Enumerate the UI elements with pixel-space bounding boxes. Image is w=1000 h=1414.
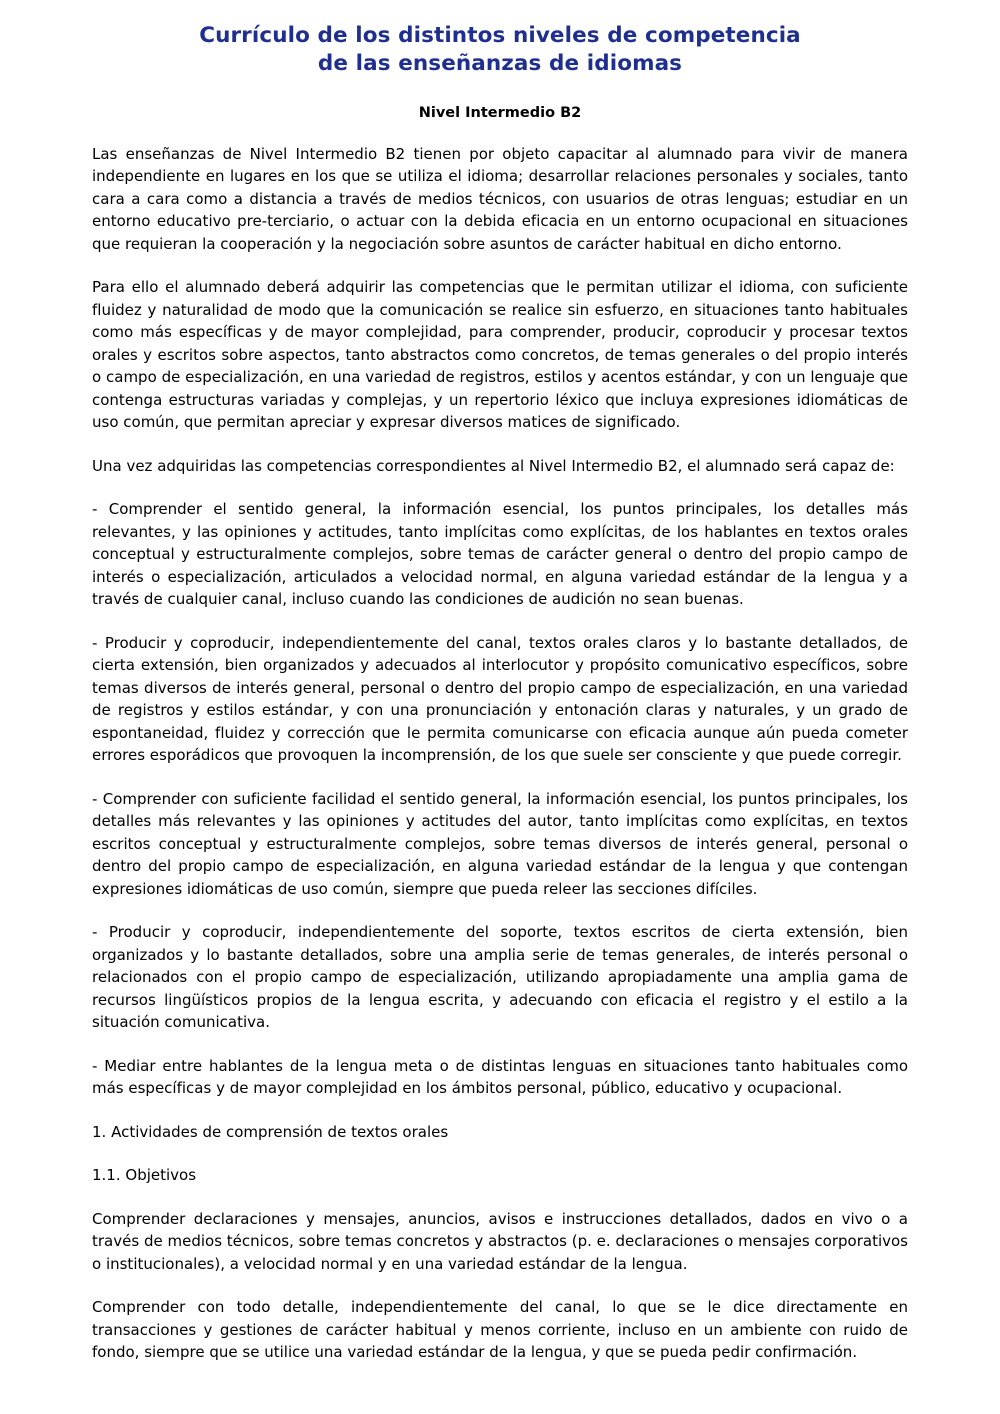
paragraph-objective-2: Comprender con todo detalle, independientemente del canal, lo que se le dice directamente en transacciones y gestiones de carácter habitual y menos corriente, incluso en un ambiente con ruido de fondo, siempre que se utilice una variedad estándar de la lengua, y que se pueda pedir confirmación.	[92, 1298, 908, 1362]
page-title	[92, 22, 908, 79]
page-title-line-2: de las enseñanzas de idiomas	[317, 51, 683, 77]
paragraph-bullet-writing: - Producir y coproducir, independientemente del soporte, textos escritos de cierta extensión, bien organizados y lo bastante detallados, sobre una amplia serie de temas generales, de interés personal o relacionados con el propio campo de especialización, utilizando apropiadamente una amplia gama de recursos lingüísticos propios de la lengua escrita, y adecuando con eficacia el registro y el estilo a la situación comunicativa.	[92, 923, 908, 1032]
page-title-line-1: Currículo de los distintos niveles de competencia	[199, 23, 801, 48]
paragraph-capabilities-lead: Una vez adquiridas las competencias correspondientes al Nivel Intermedio B2, el alumnado será capaz de:	[92, 456, 895, 475]
paragraph-bullet-reading: - Comprender con suficiente facilidad el sentido general, la información esencial, los puntos principales, los detalles más relevantes y las opiniones y actitudes del autor, tanto implícitas como explícitas, en textos escritos conceptual y estructuralmente complejos, sobre temas diversos de interés general, personal o dentro del propio campo de especialización, en alguna variedad estándar de la lengua y que contengan expresiones idiomáticas de uso común, siempre que pueda releer las secciones difíciles.	[92, 789, 908, 898]
section-heading-1: 1. Actividades de comprensión de textos orales	[92, 1122, 449, 1141]
paragraph-bullet-speaking: - Producir y coproducir, independientemente del canal, textos orales claros y lo bastante detallados, de cierta extensión, bien organizados y adecuados al interlocutor y propósito comunicativo específicos, sobre temas diversos de interés general, personal o dentro del propio campo de especialización, en una variedad de registros y estilos estándar, y con una pronunciación y entonación claras y naturales, y un grado de espontaneidad, fluidez y corrección que le permita comunicarse con eficacia aunque aún pueda cometer errores esporádicos que provoquen la incomprensión, de los que suele ser consciente y que puede corregir.	[92, 633, 908, 765]
paragraph-objective-1: Comprender declaraciones y mensajes, anuncios, avisos e instrucciones detallados, dados en vivo o a través de medios técnicos, sobre temas concretos y abstractos (p. e. declaraciones o mensajes corporativos o institucionales), a velocidad normal y en una variedad estándar de la lengua.	[92, 1209, 908, 1273]
section-heading-1-1: 1.1. Objetivos	[92, 1166, 197, 1185]
paragraph-competences: Para ello el alumnado deberá adquirir las competencias que le permitan utilizar el idioma, con suficiente fluidez y naturalidad de modo que la comunicación se realice sin esfuerzo, en situaciones tanto habituales como más específicas y de mayor complejidad, para comprender, producir, coproducir y procesar textos orales y escritos sobre aspectos, tanto abstractos como concretos, de temas generales o del propio interés o campo de especialización, en una variedad de registros, estilos y acentos estándar, y con un lenguaje que contenga estructuras variadas y complejas, y un repertorio léxico que incluya expresiones idiomáticas de uso común, que permitan apreciar y expresar diversos matices de significado.	[92, 278, 908, 432]
paragraph-intro-purpose: Las enseñanzas de Nivel Intermedio B2 tienen por objeto capacitar al alumnado para vivir de manera independiente en lugares en los que se utiliza el idioma; desarrollar relaciones personales y sociales, tanto cara a cara como a distancia a través de medios técnicos, con usuarios de otras lenguas; estudiar en un entorno educativo pre-terciario, o actuar con la debida eficacia en un entorno ocupacional en situaciones que requieran la cooperación y la negociación sobre asuntos de carácter habitual en dicho entorno.	[92, 144, 908, 253]
paragraph-bullet-mediation: - Mediar entre hablantes de la lengua meta o de distintas lenguas en situaciones tanto habituales como más específicas y de mayor complejidad en los ámbitos personal, público, educativo y ocupacional.	[92, 1056, 908, 1098]
level-heading: Nivel Intermedio B2	[418, 104, 582, 121]
paragraph-bullet-listening: - Comprender el sentido general, la información esencial, los puntos principales, los detalles más relevantes, y las opiniones y actitudes, tanto implícitas como explícitas, de los hablantes en textos orales conceptual y estructuralmente complejos, sobre temas de carácter general o dentro del propio campo de interés o especialización, articulados a velocidad normal, en alguna variedad estándar de la lengua y a través de cualquier canal, incluso cuando las condiciones de audición no sean buenas.	[92, 500, 908, 609]
